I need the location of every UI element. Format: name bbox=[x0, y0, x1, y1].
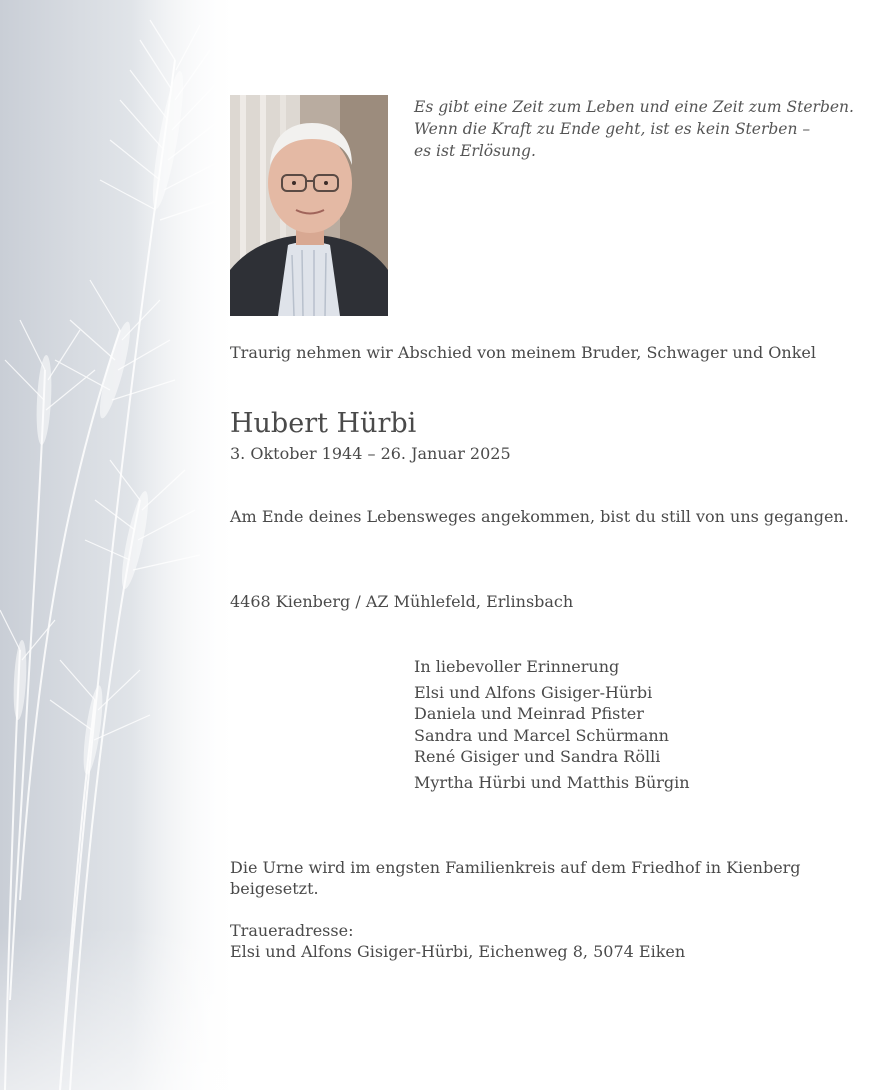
burial-notice bbox=[230, 857, 830, 899]
opening-quote bbox=[414, 96, 874, 162]
life-dates: 3. Oktober 1944 – 26. Januar 2025 bbox=[230, 444, 511, 463]
mourner-item: Sandra und Marcel Schürmann bbox=[414, 725, 669, 745]
mourning-address bbox=[230, 920, 685, 962]
quote-line: Es gibt eine Zeit zum Leben und eine Zeit zum Sterben. bbox=[414, 98, 854, 116]
burial-line: beigesetzt. bbox=[230, 879, 319, 898]
mourner-item: Myrtha Hürbi und Matthis Bürgin bbox=[414, 772, 690, 792]
portrait-photo bbox=[230, 95, 388, 316]
memory-heading: In liebevoller Erinnerung bbox=[414, 657, 620, 676]
mourner-item: René Gisiger und Sandra Rölli bbox=[414, 747, 661, 766]
burial-line: Die Urne wird im engsten Familienkreis auf dem Friedhof in Kienberg bbox=[230, 858, 801, 877]
deceased-name: Hubert Hürbi bbox=[230, 408, 417, 439]
mourner-item: Daniela und Meinrad Pfister bbox=[414, 704, 644, 723]
mourners-list bbox=[414, 656, 690, 793]
quote-line: Wenn die Kraft zu Ende geht, ist es kein Sterben – bbox=[414, 120, 811, 138]
farewell-intro: Traurig nehmen wir Abschied von meinem Bruder, Schwager und Onkel bbox=[230, 343, 816, 362]
residence-place: 4468 Kienberg / AZ Mühlefeld, Erlinsbach bbox=[230, 592, 574, 611]
quote-line: es ist Erlösung. bbox=[414, 142, 536, 160]
epitaph: Am Ende deines Lebensweges angekommen, bist du still von uns gegangen. bbox=[230, 507, 849, 526]
address-value: Elsi und Alfons Gisiger-Hürbi, Eichenweg 8, 5074 Eiken bbox=[230, 942, 686, 961]
address-label: Traueradresse: bbox=[230, 921, 354, 940]
mourner-item: Elsi und Alfons Gisiger-Hürbi bbox=[414, 682, 653, 702]
